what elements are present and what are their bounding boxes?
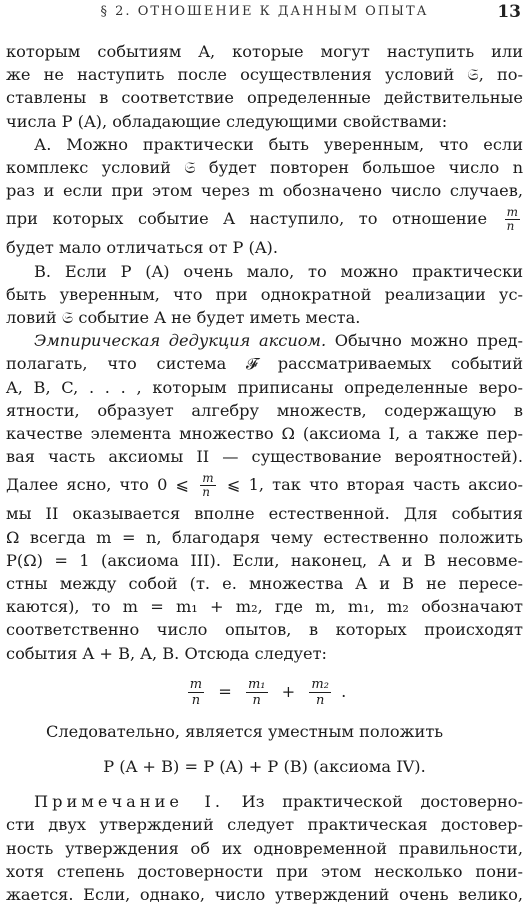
text-line: В. Если P (A) очень мало, то можно практически [34,261,523,281]
text-line: Следовательно, является уместным положить [46,721,444,741]
text-line: числа P (A), обладающие следующими свойствами: [6,111,448,131]
text-line: полагать, что система 𝓕 рассматриваемых событий [6,354,523,374]
text-line: будет мало отличаться от P (A). [6,238,279,258]
text-line: же не наступить после осуществления условий 𝔖, по- [6,65,523,85]
text-line: качестве элемента множество Ω (аксиома I, а также пер- [6,424,523,444]
text-fragment: Обычно можно пред- [326,331,523,351]
text-line: быть уверенным, что при однократной реализации ус- [6,284,523,304]
text-line: хотя степень достоверности при этом несколько пони- [6,861,523,881]
text-line: соответственно число опытов, в которых происходят [6,620,523,640]
text-fragment: Из практической достоверно- [224,792,523,812]
fraction-m-over-n [188,677,204,708]
page-header [0,2,529,22]
text-line: А. Можно практически быть уверенным, что если [34,134,523,154]
text-line: ставлены в соответствие определенные действительные [6,88,523,108]
text-line-with-fraction [6,468,523,502]
fraction-numerator: m₁ [247,676,266,692]
text-line: жается. Если, однако, число утверждений очень велико, [6,885,523,905]
body-text [6,40,523,906]
text-line: которым событиям A, которые могут наступить или [6,42,523,61]
text-line: Ω всегда m = n, благодаря чему естественно положить [6,527,523,547]
display-formula [6,677,523,708]
text-fragment: при которых событие A наступило, то отношение [6,209,488,229]
fraction-m2-over-n [309,677,331,708]
text-fragment: ⩽ 1, так что вторая часть аксио- [226,475,524,495]
fraction-m-over-n [200,472,215,499]
text-line: сти двух утверждений следует практическая достовер- [6,815,523,835]
page-number: 13 [497,2,521,22]
fraction-numerator: m₂ [311,676,329,692]
text-line: вая часть аксиомы II — существование вероятностей). [6,447,523,467]
fraction-denominator: n [252,692,261,708]
text-line: стны между собой (т. е. множества A и B не пересе- [6,574,523,594]
section-heading-line [6,329,523,352]
running-head: § 2. ОТНОШЕНИЕ К ДАННЫМ ОПЫТА [100,4,429,19]
remark-line [6,790,523,813]
text-line: ловий 𝔖 событие A не будет иметь места. [6,308,361,328]
fraction-numerator: m [189,676,203,692]
remark-label: Примечание I. [34,792,225,812]
italic-heading: Эмпирическая дедукция аксиом. [34,331,327,351]
text-line: A, B, C, . . . , которым приписаны определенные веро- [6,377,523,397]
text-line: ность утверждения об их одновременной правильности, [6,838,523,858]
fraction-numerator: m [506,205,518,220]
text-fragment: Далее ясно, что 0 ⩽ [6,475,190,495]
fraction-denominator: n [191,692,201,708]
plus-sign: + [281,681,296,701]
fraction-m-over-n [505,206,520,233]
fraction-denominator: n [506,219,515,234]
text-line: раз и если при этом через m обозначено число случаев, [6,181,523,201]
text-line: P(Ω) = 1 (аксиома III). Если, наконец, A и B несовме- [6,550,523,570]
equals-sign: = [218,681,232,701]
axiom-iv-formula: P (A + B) = P (A) + P (B) (аксиома IV). [103,757,426,777]
formula-period: . [341,681,347,701]
text-line: мы II оказывается вполне естественной. Для события [6,504,523,524]
fraction-m1-over-n [246,677,268,708]
text-line-with-fraction [6,202,523,236]
fraction-denominator: n [202,485,211,500]
text-line: каются), то m = m₁ + m₂, где m, m₁, m₂ обозначают [6,597,523,617]
text-line: комплекс условий 𝔖 будет повторен большое число n [6,158,523,178]
text-line: ятности, образует алгебру множеств, содержащую в [6,400,523,420]
fraction-denominator: n [315,692,325,708]
text-line: события A + B, A, B. Отсюда следует: [6,643,327,663]
fraction-numerator: m [202,471,214,486]
